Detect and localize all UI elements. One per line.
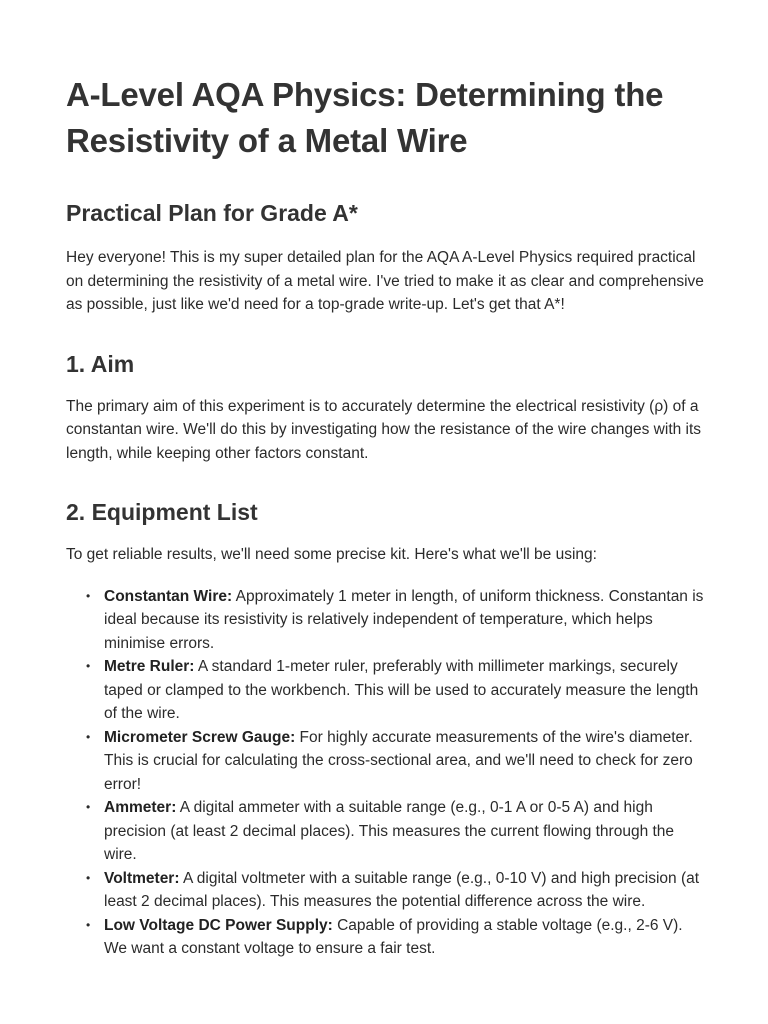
list-item bbox=[66, 655, 704, 726]
list-item bbox=[66, 726, 704, 797]
list-item bbox=[66, 585, 704, 656]
item-description: Capable of providing a stable voltage (e.g., 2-6 V). We want a constant voltage to ensure a fair test. bbox=[104, 916, 683, 957]
bullet-icon: • bbox=[86, 588, 91, 603]
equipment-intro: To get reliable results, we'll need some precise kit. Here's what we'll be using: bbox=[66, 546, 597, 563]
item-name: Micrometer Screw Gauge: bbox=[104, 728, 296, 746]
bullet-icon: • bbox=[86, 729, 91, 744]
item-name: Low Voltage DC Power Supply: bbox=[104, 916, 333, 934]
item-description: Approximately 1 meter in length, of uniform thickness. Constantan is ideal because its resistivity is relatively independent of temperature, which helps minimise errors. bbox=[104, 587, 704, 652]
item-name: Metre Ruler: bbox=[104, 658, 195, 675]
bullet-icon: • bbox=[86, 800, 91, 814]
bullet-icon: • bbox=[86, 659, 91, 673]
item-description: A digital voltmeter with a suitable range (e.g., 0-10 V) and high precision (at least 2 decimal places). This measures the potential difference across the wire. bbox=[104, 869, 700, 910]
page-subtitle: Practical Plan for Grade A* bbox=[66, 200, 358, 226]
item-description: A digital ammeter with a suitable range (e.g., 0-1 A or 0-5 A) and high precision (at least 2 decimal places). This measures the current flowing through the wire. bbox=[104, 799, 675, 863]
bullet-icon: • bbox=[86, 870, 91, 885]
aim-paragraph: The primary aim of this experiment is to accurately determine the electrical resistivity (ρ) of a constantan wire. We'll do this by investigating how the resistance of the wire changes with its length, while keeping other factors constant. bbox=[66, 397, 702, 462]
list-item bbox=[66, 796, 704, 867]
aim-heading: 1. Aim bbox=[66, 350, 135, 377]
page-title: A-Level AQA Physics: Determining the Resistivity of a Metal Wire bbox=[66, 76, 664, 159]
item-name: Voltmeter: bbox=[104, 869, 180, 887]
list-item bbox=[66, 867, 704, 914]
bullet-icon: • bbox=[86, 917, 91, 932]
equipment-list bbox=[66, 585, 704, 961]
item-name: Ammeter: bbox=[104, 799, 177, 816]
list-item bbox=[66, 914, 704, 961]
item-name: Constantan Wire: bbox=[104, 587, 233, 605]
item-description: A standard 1-meter ruler, preferably with millimeter markings, securely taped or clamped to the workbench. This will be used to accurately measure the length of the wire. bbox=[104, 658, 699, 722]
intro-paragraph: Hey everyone! This is my super detailed plan for the AQA A-Level Physics required practical on determining the resistivity of a metal wire. I've tried to make it as clear and comprehensive as possible, just like we'd need for a top-grade write-up. Let's get that A*! bbox=[66, 249, 704, 313]
equipment-heading: 2. Equipment List bbox=[66, 499, 258, 525]
item-description: For highly accurate measurements of the wire's diameter. This is crucial for calculating the cross-sectional area, and we'll need to check for zero error! bbox=[104, 728, 693, 793]
